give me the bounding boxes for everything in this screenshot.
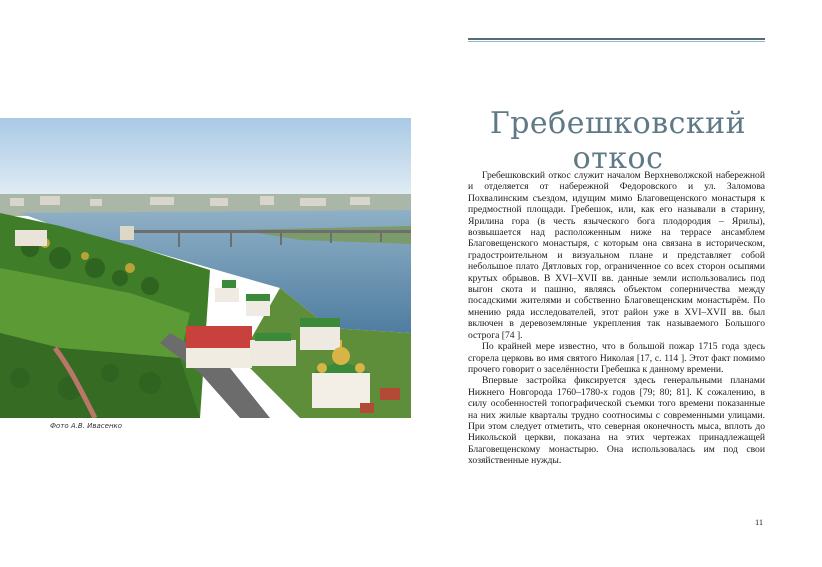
paragraph: Впервые застройка фиксируется здесь генеральными планами Нижнего Новгорода 1760–1780-х годов [79; 80; 81]. К сожалению, в силу особенностей топографической съемки того времени показанные на них жилые кварталы трудно соотносимы с современными улицами. При этом следует отметить, что северная оконечность мыса, вплоть до Никольской церкви, показана на этих чертежах принадлежащей Благовещенскому монастырю. Она использовалась им под свои хозяйственные нужды. xyxy=(468,375,765,467)
photo xyxy=(0,118,411,418)
paragraph: Гребешковский откос служит началом Верхневолжской набережной и отделяется от набережной Федоровского и ул. Заломова Похвалинским съездом, идущим мимо Благовещенского монастыря к предмостной площади. Гребешок, или, как его называли в старину, Ярилина гора (в честь языческого бога плодородия – Ярилы), возвышается над расположенным ниже на террасе ансамблем Благовещенского монастыря, с которым она связана в историческом, градостроительном и визуальном плане и представляет собой небольшое плато Дятловых гор, ограниченное со всех сторон осыпями крутых обрывов. В XVI–XVII вв. данные земли использовались под выгон скота и пашню, являясь объектом соперничества между посадскими жителями и собственно Благовещенским монастырём. По мнению ряда исследователей, этот район уже в XVI–XVII вв. был включен в деревоземляные укрепления так называемого Большого острога [74 ]. xyxy=(468,170,765,341)
photo-caption: Фото А.В. Ивасенко xyxy=(50,422,123,430)
article-body xyxy=(468,170,765,467)
paragraph: По крайней мере известно, что в большой пожар 1715 года здесь сгорела церковь во имя святого Николая [17, с. 114 ]. Этот факт помимо прочего говорит о заселённости Гребешка к данному времени. xyxy=(468,341,765,375)
page-number: 11 xyxy=(755,517,764,527)
header-rule-thin xyxy=(468,41,765,42)
page-title: Гребешковский откос xyxy=(489,106,747,176)
header-rule xyxy=(468,38,765,40)
